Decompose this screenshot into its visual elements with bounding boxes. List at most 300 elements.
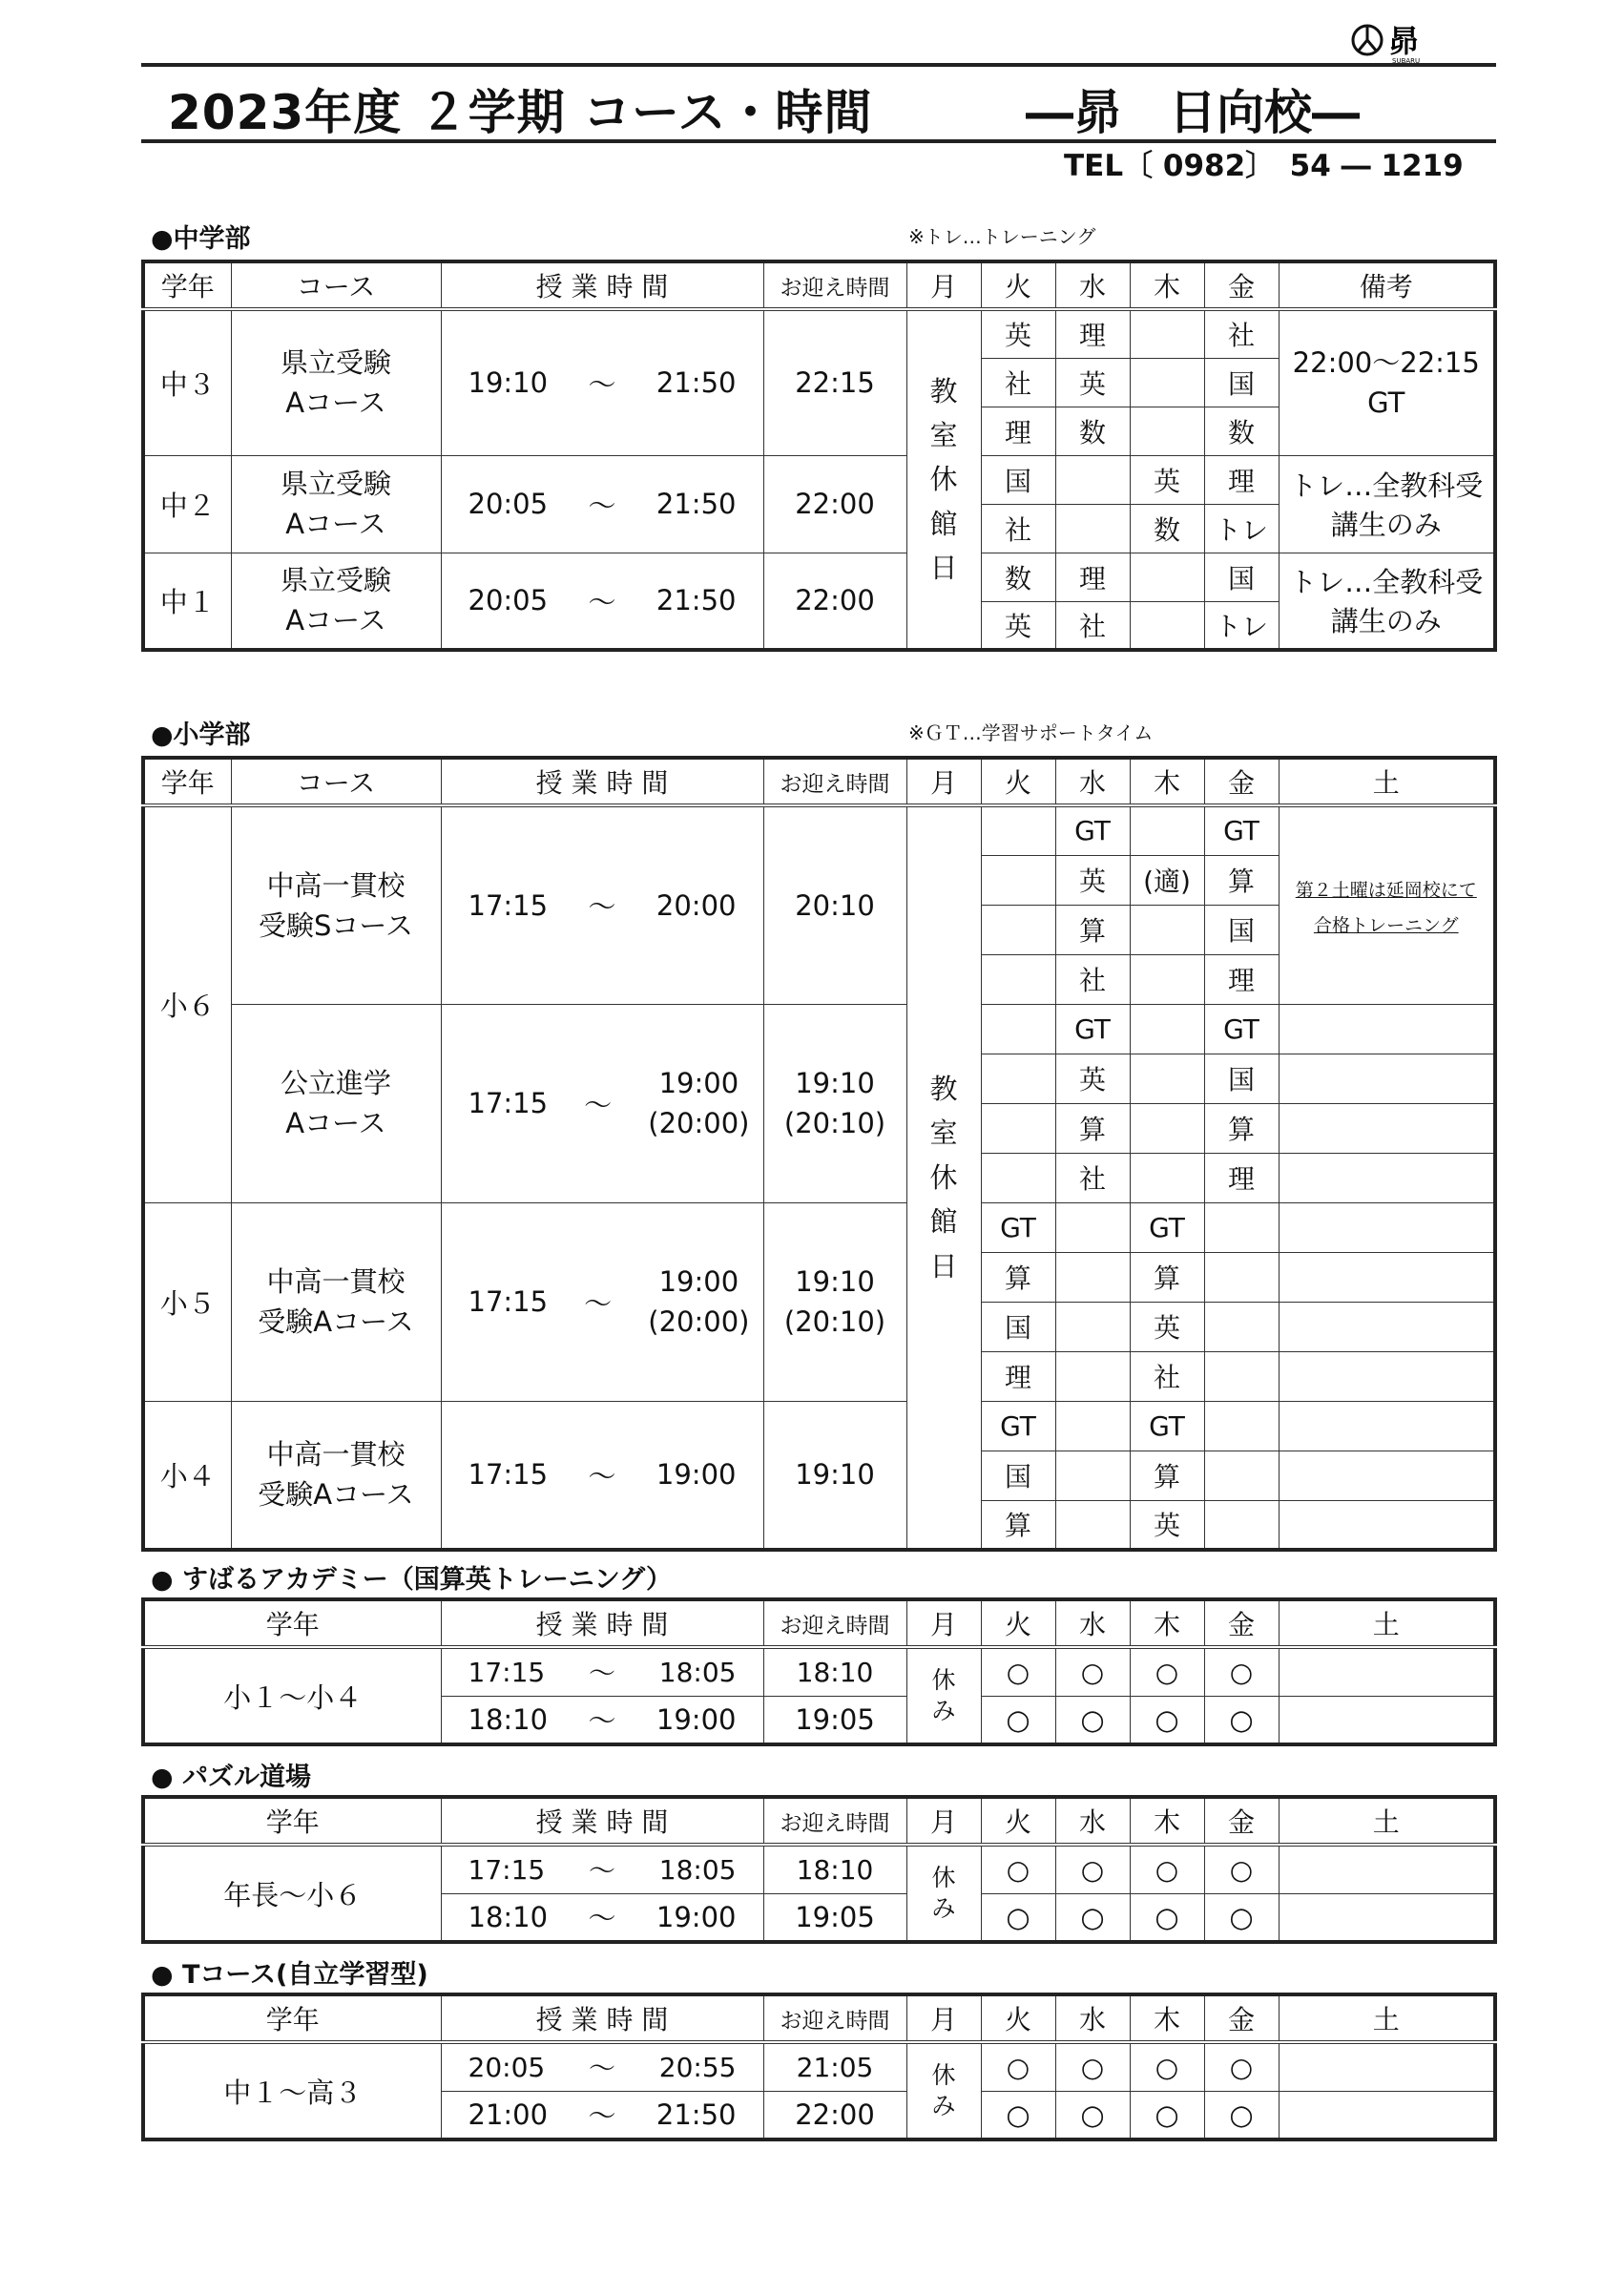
cell-text: 17:15 [468, 888, 549, 922]
cell-text: ～ [588, 1459, 616, 1492]
table-row [143, 1994, 1495, 2042]
section-title-middle: ●中学部 [151, 224, 251, 254]
header-grade: 学年 [143, 1994, 441, 2042]
remark-cell: トレ…全教科受講生のみ [1279, 455, 1495, 553]
header-grade: 学年 [143, 758, 231, 805]
remark-cell: トレ…全教科受講生のみ [1279, 553, 1495, 650]
subject-cell: 国 [981, 1451, 1055, 1500]
subject-cell: 算 [1055, 1103, 1130, 1153]
circle-mark: ○ [981, 1647, 1055, 1696]
cell-text: み [931, 1697, 956, 1724]
tcourse-table [141, 1993, 1497, 2141]
header-thu: 木 [1130, 758, 1204, 805]
pickup-cell: 19:10 [763, 1401, 906, 1550]
sat-cell [1279, 1302, 1495, 1351]
header-class-time: 授 業 時 間 [441, 1994, 763, 2042]
subject-cell [981, 1153, 1055, 1202]
subject-cell: GT [981, 1202, 1055, 1252]
subject-cell: 英 [1055, 358, 1130, 407]
pickup-cell: 21:05 [763, 2042, 906, 2091]
subject-cell: 数 [981, 553, 1055, 601]
section-title-elementary: ●小学部 [151, 720, 251, 750]
subject-cell [1130, 407, 1204, 455]
circle-mark: ○ [1204, 2091, 1279, 2139]
subject-cell: 社 [981, 358, 1055, 407]
header-tue: 火 [981, 1994, 1055, 2042]
subject-cell: 英 [981, 601, 1055, 650]
subject-cell [1204, 1401, 1279, 1451]
subject-cell [1204, 1302, 1279, 1351]
circle-mark: ○ [1130, 1696, 1204, 1744]
subject-cell: 理 [1055, 553, 1130, 601]
cell-text: ～ [584, 1286, 613, 1320]
header-fri: 金 [1204, 261, 1279, 309]
pickup-cell: 18:10 [763, 1845, 906, 1893]
circle-mark: ○ [1055, 1845, 1130, 1893]
subject-cell [1130, 358, 1204, 407]
cell-text: 21:50 [655, 366, 737, 400]
subject-cell: 理 [1204, 1153, 1279, 1202]
cell-text: 19:00 [655, 1702, 737, 1736]
header-thu: 木 [1130, 1994, 1204, 2042]
header-class-time: 授 業 時 間 [441, 758, 763, 805]
subject-cell: 社 [1130, 1351, 1204, 1401]
cell-text: 県立受験 [280, 467, 391, 500]
closed-day-cell [906, 805, 981, 1550]
cell-text: 休 [931, 1665, 956, 1694]
cell-text: 休 [931, 1863, 956, 1891]
subject-cell: トレ [1204, 504, 1279, 553]
header-mon: 月 [906, 1994, 981, 2042]
subject-cell [1204, 1500, 1279, 1550]
sat-cell [1279, 1893, 1495, 1942]
subject-cell: 国 [1204, 358, 1279, 407]
header-wed: 水 [1055, 261, 1130, 309]
pickup-cell: 19:05 [763, 1696, 906, 1744]
header-fri: 金 [1204, 1599, 1279, 1647]
subject-cell: 理 [981, 407, 1055, 455]
subject-cell [1055, 1351, 1130, 1401]
cell-text [648, 1063, 749, 1143]
course-cell [231, 455, 441, 553]
cell-text: ～ [588, 1658, 615, 1690]
time-cell [441, 1845, 763, 1893]
header-thu: 木 [1130, 1797, 1204, 1845]
cell-text: ～ [588, 489, 616, 522]
time-cell [441, 1696, 763, 1744]
subject-cell: 算 [1055, 905, 1130, 954]
subject-cell [981, 855, 1055, 905]
header-class-time: 授 業 時 間 [441, 1599, 763, 1647]
cell-text: み [931, 2092, 956, 2119]
subject-cell: 算 [1130, 1252, 1204, 1302]
cell-text: 県立受験 [280, 346, 391, 380]
cell-text: 教 [929, 374, 958, 407]
remark-cell [1279, 309, 1495, 455]
cell-text: 17:15 [468, 1458, 549, 1492]
subject-cell [1055, 1252, 1130, 1302]
table-row [143, 758, 1495, 805]
header-thu: 木 [1130, 261, 1204, 309]
header-course: コース [231, 261, 441, 309]
cell-text: 第２土曜は延岡校にて [1295, 880, 1477, 902]
cell-text: (20:10) [783, 1107, 886, 1139]
header-fri: 金 [1204, 1994, 1279, 2042]
subject-cell: GT [1130, 1401, 1204, 1451]
cell-text: 室 [929, 418, 958, 451]
time-cell [441, 2091, 763, 2139]
subject-cell [981, 805, 1055, 855]
middle-school-table [141, 260, 1497, 652]
sat-cell [1279, 1845, 1495, 1893]
circle-mark: ○ [1204, 1893, 1279, 1942]
circle-mark: ○ [1204, 1845, 1279, 1893]
subject-cell [981, 954, 1055, 1004]
course-cell [231, 805, 441, 1004]
subject-cell: 国 [981, 1302, 1055, 1351]
header-class-time: 授 業 時 間 [441, 261, 763, 309]
subject-cell [1055, 1500, 1130, 1550]
cell-text: (20:00) [648, 1107, 750, 1139]
cell-text: 18:10 [468, 1900, 549, 1933]
table-row [143, 1647, 1495, 1696]
subject-cell [1055, 504, 1130, 553]
sat-cell [1279, 1202, 1495, 1252]
closed-day-cell [906, 309, 981, 650]
subject-cell: 国 [1204, 553, 1279, 601]
subject-cell: GT [1130, 1202, 1204, 1252]
cell-text: ～ [588, 2053, 615, 2085]
cell-text: 県立受験 [280, 564, 391, 597]
cell-text: 日 [929, 1249, 958, 1283]
pickup-cell: 22:00 [763, 2091, 906, 2139]
subject-cell [1204, 1252, 1279, 1302]
circle-mark: ○ [1055, 1696, 1130, 1744]
cell-text: 日 [929, 552, 958, 585]
cell-text: 18:05 [658, 1853, 737, 1886]
circle-mark: ○ [1055, 1893, 1130, 1942]
subject-cell [1055, 1202, 1130, 1252]
saturday-note-cell [1279, 805, 1495, 1004]
subject-cell [981, 1004, 1055, 1054]
time-cell [441, 455, 763, 553]
subject-cell: 数 [1204, 407, 1279, 455]
cell-text: (20:00) [648, 1305, 750, 1338]
note-gt: ※ＧＴ…学習サポートタイム [908, 721, 1154, 744]
pickup-cell [763, 1202, 906, 1401]
cell-text: 21:50 [655, 488, 737, 520]
circle-mark: ○ [1204, 1696, 1279, 1744]
header-mon: 月 [906, 1599, 981, 1647]
cell-text: 20:55 [658, 2051, 737, 2083]
puzzle-table [141, 1795, 1497, 1944]
subject-cell [1130, 553, 1204, 601]
subject-cell: 英 [1055, 855, 1130, 905]
subject-cell: 社 [1055, 954, 1130, 1004]
subject-cell: 社 [981, 504, 1055, 553]
header-sat: 土 [1279, 1797, 1495, 1845]
cell-text: 19:00 [655, 1900, 737, 1933]
circle-mark: ○ [1130, 1893, 1204, 1942]
circle-mark: ○ [981, 1845, 1055, 1893]
grade-cell: 中１～高３ [143, 2042, 441, 2139]
cell-text: 受験Aコース [258, 1478, 414, 1512]
subject-cell [1130, 1153, 1204, 1202]
cell-text: ～ [588, 2099, 616, 2133]
sat-cell [1279, 1103, 1495, 1153]
header-tue: 火 [981, 1599, 1055, 1647]
sat-cell [1279, 1004, 1495, 1054]
circle-mark: ○ [1130, 1845, 1204, 1893]
cell-text: 19:10 [795, 1264, 875, 1298]
header-pickup: お迎え時間 [763, 261, 906, 309]
sat-cell [1279, 1054, 1495, 1103]
sat-cell [1279, 2091, 1495, 2139]
grade-cell: 小６ [143, 805, 231, 1202]
cell-text: 20:05 [468, 584, 549, 617]
school-name: ―昴 日向校― [1026, 85, 1360, 140]
circle-mark: ○ [1204, 1647, 1279, 1696]
table-row [143, 309, 1495, 358]
cell-text: 17:15 [468, 1087, 549, 1119]
subject-cell: 数 [1055, 407, 1130, 455]
cell-text: 中高一貫校 [266, 1438, 406, 1472]
cell-text: 20:00 [655, 888, 737, 922]
header-wed: 水 [1055, 1797, 1130, 1845]
course-cell [231, 1004, 441, 1202]
table-row [143, 2042, 1495, 2091]
subject-cell [1055, 1302, 1130, 1351]
circle-mark: ○ [981, 2091, 1055, 2139]
grade-cell: 小１～小４ [143, 1647, 441, 1744]
cell-text: 休 [931, 2060, 956, 2089]
header-pickup: お迎え時間 [763, 1797, 906, 1845]
subject-cell [1130, 1103, 1204, 1153]
subject-cell [1204, 1451, 1279, 1500]
cell-text: 受験Aコース [258, 1305, 414, 1338]
grade-cell: 小４ [143, 1401, 231, 1550]
header-course: コース [231, 758, 441, 805]
sat-cell [1279, 1153, 1495, 1202]
header-tue: 火 [981, 261, 1055, 309]
cell-text: 休 [929, 1160, 958, 1194]
subject-cell: GT [1204, 1004, 1279, 1054]
subject-cell: (適) [1130, 855, 1204, 905]
subject-cell [1055, 1401, 1130, 1451]
cell-text: 20:05 [468, 2051, 546, 2083]
table-row [143, 455, 1495, 504]
subject-cell: GT [1204, 805, 1279, 855]
subject-cell [1055, 1451, 1130, 1500]
header-fri: 金 [1204, 758, 1279, 805]
table-row [143, 261, 1495, 309]
time-cell [441, 553, 763, 650]
cell-text: 21:50 [655, 2098, 737, 2131]
cell-text: 教 [929, 1073, 958, 1106]
circle-mark: ○ [1130, 2091, 1204, 2139]
subject-cell: 国 [981, 455, 1055, 504]
header-sat: 土 [1279, 758, 1495, 805]
academy-table [141, 1597, 1497, 1746]
subject-cell [981, 1054, 1055, 1103]
circle-mark: ○ [981, 1893, 1055, 1942]
table-row [143, 1599, 1495, 1647]
header-pickup: お迎え時間 [763, 1599, 906, 1647]
subject-cell: 英 [1130, 1500, 1204, 1550]
cell-text [648, 1262, 749, 1342]
subject-cell: 国 [1204, 1054, 1279, 1103]
cell-text: 17:15 [468, 1285, 549, 1318]
cell-text: ～ [588, 1855, 615, 1888]
header-grade: 学年 [143, 261, 231, 309]
cell-text: ～ [588, 890, 616, 924]
header-class-time: 授 業 時 間 [441, 1797, 763, 1845]
grade-cell: 小５ [143, 1202, 231, 1401]
subject-cell: GT [981, 1401, 1055, 1451]
header-pickup: お迎え時間 [763, 758, 906, 805]
subject-cell [981, 1103, 1055, 1153]
subject-cell: 国 [1204, 905, 1279, 954]
sat-cell [1279, 1451, 1495, 1500]
subject-cell: 数 [1130, 504, 1204, 553]
subject-cell: 算 [1204, 1103, 1279, 1153]
subject-cell: 理 [1204, 455, 1279, 504]
time-cell [441, 309, 763, 455]
header-wed: 水 [1055, 1994, 1130, 2042]
cell-text: 館 [929, 1205, 958, 1239]
grade-cell: 年長～小６ [143, 1845, 441, 1942]
course-cell [231, 309, 441, 455]
circle-mark: ○ [981, 2042, 1055, 2091]
cell-text: ～ [584, 1088, 613, 1121]
cell-text: 21:50 [655, 584, 737, 617]
table-row [143, 1401, 1495, 1451]
cell-text: 18:10 [468, 1702, 549, 1736]
school-logo [1350, 19, 1493, 65]
cell-text: Aコース [285, 1107, 386, 1139]
cell-text: 20:05 [468, 488, 549, 520]
cell-text: 21:00 [468, 2098, 549, 2131]
subject-cell: GT [1055, 805, 1130, 855]
circle-mark: ○ [1055, 1647, 1130, 1696]
circle-mark: ○ [1204, 2042, 1279, 2091]
rest-day-cell [906, 1647, 981, 1744]
cell-text: (20:10) [783, 1305, 886, 1338]
sat-cell [1279, 1401, 1495, 1451]
header-pickup: お迎え時間 [763, 1994, 906, 2042]
header-tue: 火 [981, 1797, 1055, 1845]
subject-cell: トレ [1204, 601, 1279, 650]
subject-cell: 社 [1055, 601, 1130, 650]
header-mon: 月 [906, 261, 981, 309]
cell-text: 合格トレーニング [1313, 914, 1459, 936]
subject-cell: 英 [1055, 1054, 1130, 1103]
cell-text: み [931, 1894, 956, 1922]
table-row [143, 553, 1495, 601]
subject-cell: 理 [1204, 954, 1279, 1004]
time-cell [441, 805, 763, 1004]
cell-text: 19:00 [658, 1264, 739, 1298]
header-remarks: 備考 [1279, 261, 1495, 309]
header-mon: 月 [906, 758, 981, 805]
sat-cell [1279, 1647, 1495, 1696]
subject-cell: 英 [981, 309, 1055, 358]
header-fri: 金 [1204, 1797, 1279, 1845]
subject-cell [1130, 1004, 1204, 1054]
sat-cell [1279, 2042, 1495, 2091]
sat-cell [1279, 1252, 1495, 1302]
cell-text: 中高一貫校 [266, 868, 406, 902]
cell-text: 受験Sコース [259, 908, 413, 942]
cell-text: 17:15 [468, 1656, 546, 1688]
header-mon: 月 [906, 1797, 981, 1845]
subject-cell: 算 [981, 1252, 1055, 1302]
course-cell [231, 553, 441, 650]
course-cell [231, 1401, 441, 1550]
sat-cell [1279, 1351, 1495, 1401]
course-cell [231, 1202, 441, 1401]
subject-cell: 英 [1130, 455, 1204, 504]
pickup-cell: 20:10 [763, 805, 906, 1004]
subject-cell [1204, 1351, 1279, 1401]
cell-text: 館 [929, 507, 958, 540]
subject-cell: 社 [1204, 309, 1279, 358]
subject-cell: 算 [1130, 1451, 1204, 1500]
subject-cell: 社 [1055, 1153, 1130, 1202]
header-grade: 学年 [143, 1599, 441, 1647]
table-row [143, 805, 1495, 855]
subject-cell: 英 [1130, 1302, 1204, 1351]
note-training: ※トレ…トレーニング [908, 225, 1096, 248]
time-cell [441, 2042, 763, 2091]
grade-cell: 中２ [143, 455, 231, 553]
cell-text: 19:10 [468, 366, 549, 400]
cell-text: 19:00 [655, 1458, 737, 1492]
subject-cell [981, 905, 1055, 954]
section-title-tcourse: ● Tコース(自立学習型) [151, 1960, 428, 1990]
logo-text: 昴 [1388, 23, 1420, 59]
header-sat: 土 [1279, 1599, 1495, 1647]
time-cell [441, 1893, 763, 1942]
cell-text: Aコース [285, 604, 386, 637]
circle-mark: ○ [1130, 1647, 1204, 1696]
cell-text: Aコース [285, 386, 386, 420]
header-thu: 木 [1130, 1599, 1204, 1647]
pickup-cell: 19:05 [763, 1893, 906, 1942]
cell-text: Aコース [285, 508, 386, 540]
section-title-academy: ● すばるアカデミー（国算英トレーニング） [151, 1565, 672, 1595]
subject-cell: 理 [1055, 309, 1130, 358]
cell-text: 17:15 [468, 1853, 546, 1886]
table-row [143, 1202, 1495, 1252]
cell-text: 休 [929, 463, 958, 496]
header-wed: 水 [1055, 1599, 1130, 1647]
header-grade: 学年 [143, 1797, 441, 1845]
table-row [143, 1004, 1495, 1054]
cell-text: GT [1367, 386, 1405, 420]
cell-text: 19:00 [658, 1066, 739, 1099]
cell-text: 室 [929, 1117, 958, 1150]
phone-number: TEL〔 0982〕 54 ― 1219 [1064, 149, 1464, 183]
time-cell [441, 1647, 763, 1696]
sat-cell [1279, 1500, 1495, 1550]
circle-mark: ○ [1055, 2042, 1130, 2091]
circle-mark: ○ [981, 1696, 1055, 1744]
cell-text: ～ [588, 585, 616, 618]
time-cell [441, 1004, 763, 1202]
circle-mark: ○ [1130, 2042, 1204, 2091]
subject-cell: GT [1055, 1004, 1130, 1054]
